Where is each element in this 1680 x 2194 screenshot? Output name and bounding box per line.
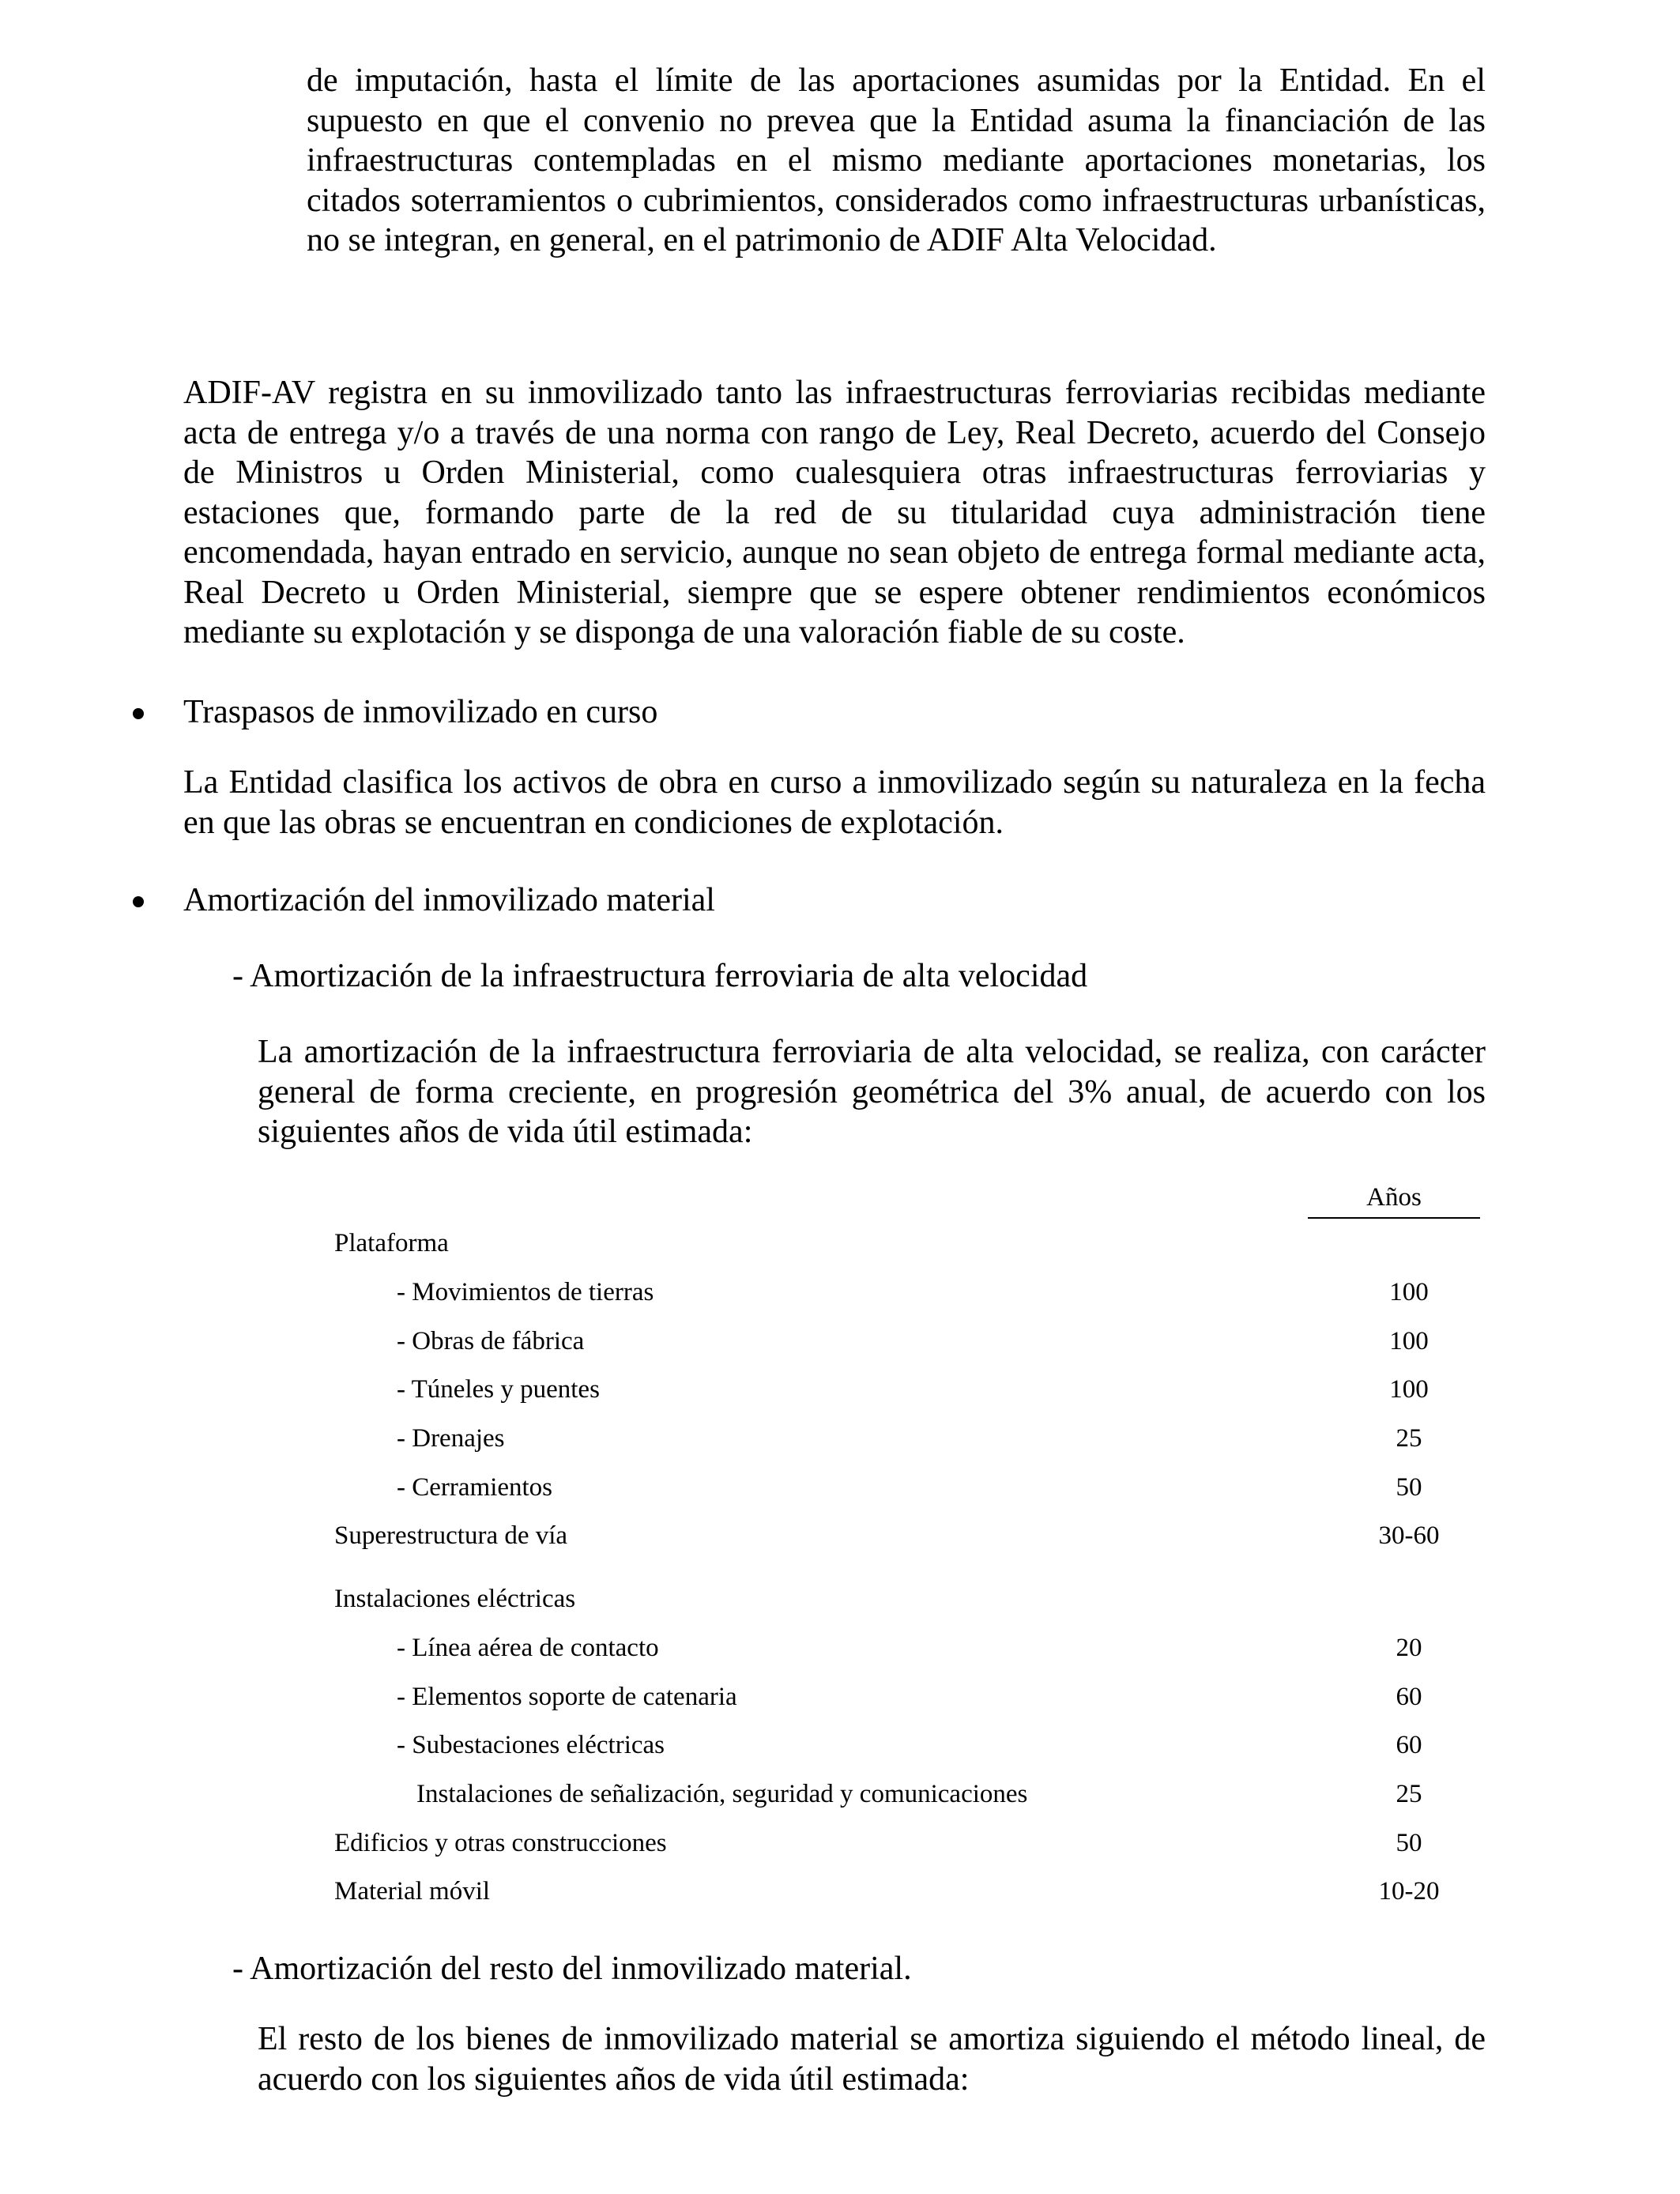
- amortizacion-av-paragraph: La amortización de la infraestructura ferroviaria de alta velocidad, se realiza, con carácter general de forma creciente, en progresión geométrica del 3% anual, de acuerdo con los siguientes años de vida útil estimada:: [258, 1034, 1486, 1150]
- table-row-value: 50: [1396, 1829, 1422, 1857]
- table-row: [334, 1468, 1496, 1507]
- table-row-label: Plataforma: [334, 1229, 449, 1257]
- table-row-value: 50: [1396, 1473, 1422, 1502]
- table-row: [334, 1677, 1496, 1717]
- table-row-label: - Cerramientos: [397, 1473, 553, 1502]
- table-row: [334, 1579, 1496, 1619]
- table-row-label: - Elementos soporte de catenaria: [397, 1683, 737, 1711]
- table-row-label: Edificios y otras construcciones: [334, 1829, 667, 1857]
- table-row: [334, 1516, 1496, 1555]
- table-row: [334, 1223, 1496, 1263]
- table-header-underline: [1308, 1217, 1480, 1219]
- amortizacion-av-subheading: - Amortización de la infraestructura ferroviaria de alta velocidad: [232, 958, 1088, 994]
- bullet-point-icon: [133, 896, 144, 907]
- table-row-value: 60: [1396, 1683, 1422, 1711]
- table-row-value: 25: [1396, 1424, 1422, 1453]
- traspasos-paragraph: La Entidad clasifica los activos de obra en curso a inmovilizado según su naturaleza en la fecha en que las obras se encuentran en condiciones de explotación.: [183, 764, 1486, 841]
- table-row-label: - Obras de fábrica: [397, 1327, 585, 1355]
- table-row: [334, 1370, 1496, 1409]
- bullet-point-icon: [133, 708, 144, 719]
- table-row: [334, 1628, 1496, 1668]
- table-row-value: 100: [1389, 1375, 1429, 1404]
- table-row-label: Superestructura de vía: [334, 1521, 568, 1550]
- table-row: [334, 1872, 1496, 1911]
- table-row-value: 30-60: [1378, 1521, 1440, 1550]
- table-row-value: 100: [1389, 1327, 1429, 1355]
- table-row: [334, 1774, 1496, 1814]
- amortizacion-heading: Amortización del inmovilizado material: [183, 882, 715, 918]
- amortizacion-resto-subheading: - Amortización del resto del inmovilizado material.: [232, 1951, 912, 1987]
- table-row: [334, 1272, 1496, 1312]
- table-row-label: - Túneles y puentes: [397, 1375, 600, 1404]
- table-row-label: - Movimientos de tierras: [397, 1278, 654, 1306]
- table-row-value: 100: [1389, 1278, 1429, 1306]
- table-row: [334, 1823, 1496, 1863]
- amortizacion-resto-paragraph: El resto de los bienes de inmovilizado material se amortiza siguiendo el método lineal, de acuerdo con los siguientes años de vida útil estimada:: [258, 2021, 1486, 2098]
- table-row-label: Instalaciones eléctricas: [334, 1585, 576, 1613]
- table-row-label: - Línea aérea de contacto: [397, 1634, 659, 1662]
- table-row: [334, 1321, 1496, 1361]
- table-row-label: Instalaciones de señalización, seguridad y comunicaciones: [416, 1780, 1028, 1808]
- intro-paragraph: de imputación, hasta el límite de las aportaciones asumidas por la Entidad. En el supuesto en que el convenio no prevea que la Entidad asuma la financiación de las infraestructuras contempladas en el mismo mediante aportaciones monetarias, los citados soterramientos o cubrimientos, considerados como infraestructuras urbanísticas, no se integran, en general, en el patrimonio de ADIF Alta Velocidad.: [307, 62, 1486, 258]
- table-row-value: 20: [1396, 1634, 1422, 1662]
- table-column-header: Años: [1366, 1183, 1422, 1212]
- table-row: [334, 1419, 1496, 1458]
- table-row-value: 25: [1396, 1780, 1422, 1808]
- table-row-label: - Subestaciones eléctricas: [397, 1731, 665, 1759]
- table-row-value: 10-20: [1378, 1877, 1440, 1906]
- table-row-label: Material móvil: [334, 1877, 491, 1906]
- traspasos-heading: Traspasos de inmovilizado en curso: [183, 694, 658, 730]
- table-row-value: 60: [1396, 1731, 1422, 1759]
- table-row: [334, 1725, 1496, 1765]
- table-row-label: - Drenajes: [397, 1424, 505, 1453]
- registration-paragraph: ADIF-AV registra en su inmovilizado tanto las infraestructuras ferroviarias recibidas mediante acta de entrega y/o a través de una norma con rango de Ley, Real Decreto, acuerdo del Consejo de Ministros u Orden Ministerial, como cualesquiera otras infraestructuras ferroviarias y estaciones que, formando parte de la red de su titularidad cuya administración tiene encomendada, hayan entrado en servicio, aunque no sean objeto de entrega formal mediante acta, Real Decreto u Orden Ministerial, siempre que se espere obtener rendimientos económicos mediante su explotación y se disponga de una valoración fiable de su coste.: [183, 375, 1486, 650]
